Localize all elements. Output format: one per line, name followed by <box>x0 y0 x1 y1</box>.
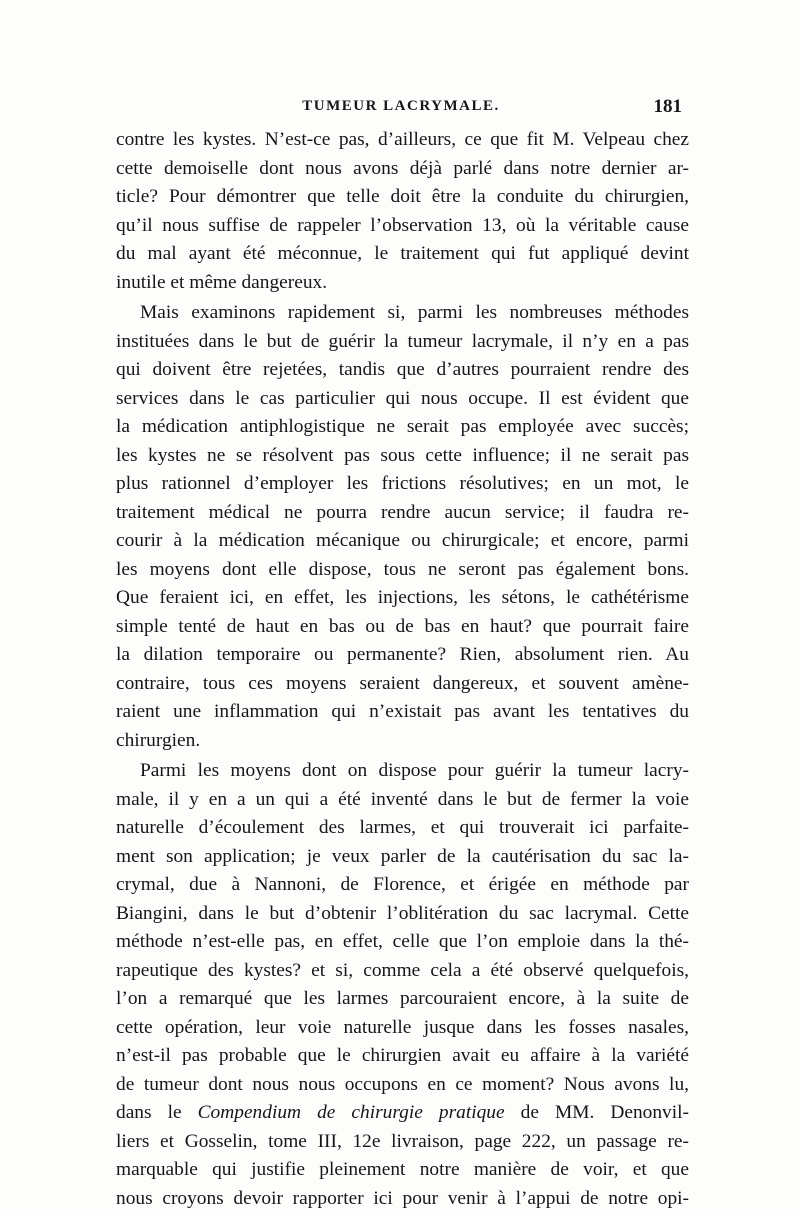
text-line: Mais examinons rapidement si, parmi les nombreuses méthodes <box>140 302 689 323</box>
text-line: male, il y en a un qui a été inventé dans le but de fermer la voie <box>116 788 689 810</box>
text-line: les moyens dont elle dispose, tous ne seront pas également bons. <box>116 558 689 580</box>
text-line: services dans le cas particulier qui nous occupe. Il est évident que <box>116 387 689 409</box>
text-line: plus rationnel d’employer les frictions résolutives; en un mot, le <box>116 473 689 494</box>
text-line: du mal ayant été méconnue, le traitement qui fut appliqué devint <box>116 243 689 264</box>
text-line: ticle? Pour démontrer que telle doit être la conduite du chirurgien, <box>116 186 689 207</box>
text-line: cette demoiselle dont nous avons déjà parlé dans notre dernier ar- <box>116 157 689 179</box>
text-line: méthode n’est-elle pas, en effet, celle que l’on emploie dans la thé- <box>116 931 689 952</box>
text-line: traitement médical ne pourra rendre aucun service; il faudra re- <box>116 501 689 523</box>
text-line: qu’il nous suffise de rappeler l’observation 13, où la véritable cause <box>116 214 689 236</box>
book-title: Compendium de chirurgie pratique <box>197 1102 505 1123</box>
text-line: la médication antiphlogistique ne serait pas employée avec succès; <box>116 416 689 437</box>
text-line: l’on a remarqué que les larmes parcouraient encore, à la suite de <box>116 988 689 1009</box>
text-line: courir à la médication mécanique ou chirurgicale; et encore, parmi <box>116 530 689 551</box>
text-line: naturelle d’écoulement des larmes, et qui trouverait ici parfaite- <box>116 817 689 838</box>
paragraph-1 <box>116 126 689 297</box>
running-title: TUMEUR LACRYMALE. <box>302 98 500 114</box>
text-line: raient une inflammation qui n’existait pas avant les tentatives du <box>116 701 689 722</box>
text-line: cette opération, leur voie naturelle jusque dans les fosses nasales, <box>116 1016 689 1038</box>
text-line: les kystes ne se résolvent pas sous cette influence; il ne serait pas <box>116 444 689 466</box>
text-line: crymal, due à Nannoni, de Florence, et érigée en méthode par <box>116 874 689 895</box>
text-line: nous croyons devoir rapporter ici pour venir à l’appui de notre opi- <box>116 1187 689 1209</box>
text-line: Que feraient ici, en effet, les injections, les sétons, le cathétérisme <box>116 587 689 608</box>
paragraph-2 <box>116 299 689 755</box>
text-line: la dilation temporaire ou permanente? Rien, absolument rien. Au <box>116 644 689 665</box>
text-line: inutile et même dangereux. <box>116 271 328 293</box>
text-line: chirurgien. <box>116 729 201 751</box>
text-line: de tumeur dont nous nous occupons en ce moment? Nous avons lu, <box>116 1073 689 1095</box>
text-segment: de MM. Denonvil- <box>504 1102 689 1123</box>
text-line-with-title <box>116 1099 689 1128</box>
text-line: Parmi les moyens dont on dispose pour guérir la tumeur lacry- <box>140 760 689 781</box>
text-line: Biangini, dans le but d’obtenir l’oblitération du sac lacrymal. Cette <box>116 902 689 924</box>
paragraph-3 <box>116 757 689 1213</box>
running-head <box>116 98 686 122</box>
text-line: contre les kystes. N’est-ce pas, d’ailleurs, ce que fit M. Velpeau chez <box>116 129 689 150</box>
text-line: rapeutique des kystes? et si, comme cela a été observé quelquefois, <box>116 959 689 981</box>
text-segment: dans le <box>116 1102 198 1123</box>
text-line: contraire, tous ces moyens seraient dangereux, et souvent amène- <box>116 672 689 694</box>
text-line: liers et Gosselin, tome III, 12e livraison, page 222, un passage re- <box>116 1130 689 1152</box>
text-line: qui doivent être rejetées, tandis que d’autres pourraient rendre des <box>116 359 689 380</box>
text-line: n’est-il pas probable que le chirurgien avait eu affaire à la variété <box>116 1045 689 1066</box>
text-line: instituées dans le but de guérir la tumeur lacrymale, il n’y en a pas <box>116 330 689 352</box>
text-line: ment son application; je veux parler de la cautérisation du sac la- <box>116 845 689 867</box>
page-number: 181 <box>653 96 682 117</box>
text-line: marquable qui justifie pleinement notre manière de voir, et que <box>116 1159 689 1180</box>
body-text <box>116 126 689 1213</box>
text-line: simple tenté de haut en bas ou de bas en haut? que pourrait faire <box>116 615 689 637</box>
